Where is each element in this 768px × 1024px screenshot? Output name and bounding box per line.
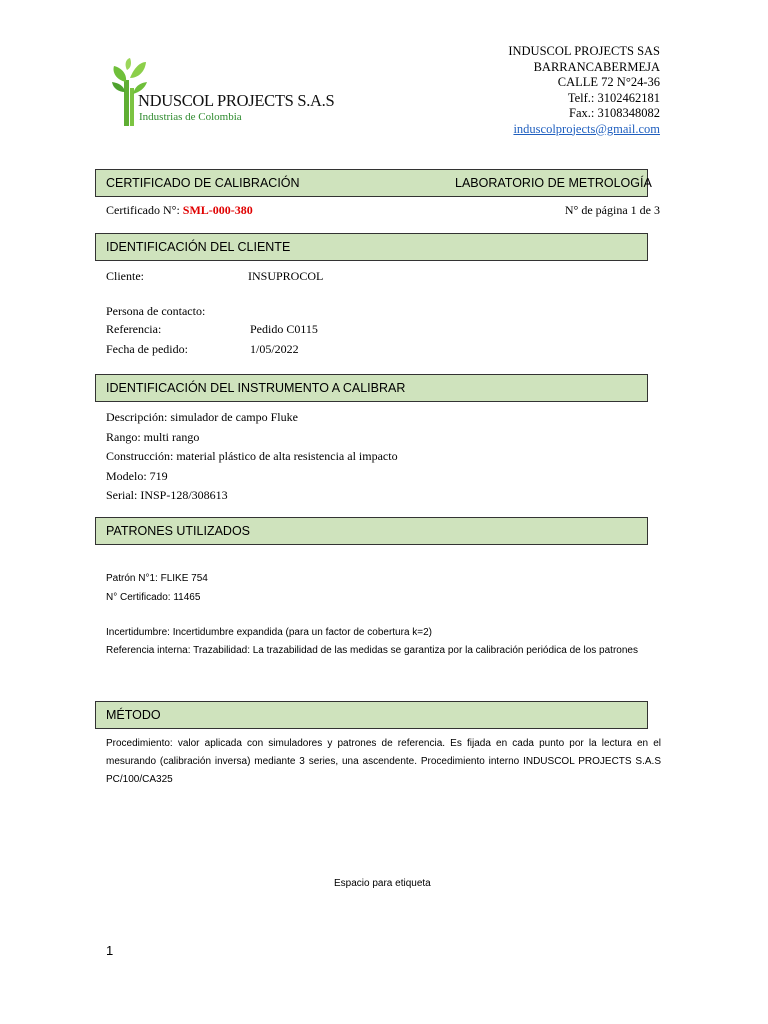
instrument-section-bar — [95, 374, 648, 402]
reference-value: Pedido C0115 — [250, 322, 318, 336]
client-section-title: IDENTIFICACIÓN DEL CLIENTE — [106, 240, 291, 254]
instrument-model: Modelo: 719 — [106, 469, 168, 483]
method-procedure: Procedimiento: valor aplicada con simuladores y patrones de referencia. Es fijada en cada punto por la lectura en el mesurando (calibración inversa) mediante 3 series, una ascendente. Procedimiento interno INDUSCOL PROJECTS S.A.S PC/100/CA325 — [106, 738, 661, 785]
instrument-section-title: IDENTIFICACIÓN DEL INSTRUMENTO A CALIBRAR — [106, 381, 406, 395]
certificate-number-value: SML-000-380 — [182, 203, 253, 217]
certificate-number-label: Certificado N°: — [106, 203, 180, 217]
logo-company-name: NDUSCOL PROJECTS S.A.S — [138, 91, 335, 110]
laboratory-title: LABORATORIO DE METROLOGÍA — [455, 176, 652, 190]
reference-label: Referencia: — [106, 322, 162, 336]
method-section-bar — [95, 701, 648, 729]
order-date-value: 1/05/2022 — [250, 342, 299, 356]
patterns-section-bar — [95, 517, 648, 545]
logo-subtitle: Industrias de Colombia — [139, 111, 242, 123]
company-logo — [110, 58, 360, 130]
company-phone: Telf.: 3102462181 — [567, 90, 660, 105]
pattern-certificate: N° Certificado: 11465 — [106, 592, 201, 603]
client-value: INSUPROCOL — [248, 269, 324, 283]
company-info-block — [508, 44, 660, 137]
pattern-internal-reference: Referencia interna: Trazabilidad: La trazabilidad de las medidas se garantiza por la calibración periódica de los patrones — [106, 645, 638, 656]
company-address: CALLE 72 N°24-36 — [557, 75, 660, 89]
contact-label: Persona de contacto: — [106, 304, 206, 318]
page-number: 1 — [106, 943, 114, 958]
order-date-label: Fecha de pedido: — [106, 342, 188, 356]
pattern-uncertainty: Incertidumbre: Incertidumbre expandida (para un factor de cobertura k=2) — [106, 627, 433, 638]
certificate-title: CERTIFICADO DE CALIBRACIÓN — [106, 176, 300, 190]
client-section-bar — [95, 233, 648, 261]
page-count: N° de página 1 de 3 — [564, 203, 660, 217]
label-space-text: Espacio para etiqueta — [334, 878, 431, 889]
patterns-section-title: PATRONES UTILIZADOS — [106, 524, 251, 538]
company-name: INDUSCOL PROJECTS SAS — [508, 44, 660, 58]
company-fax: Fax.: 3108348082 — [569, 106, 660, 120]
certificate-number-row — [106, 203, 253, 218]
pattern-name: Patrón N°1: FLIKE 754 — [106, 573, 208, 584]
company-city: BARRANCABERMEJA — [533, 59, 660, 74]
method-section-title: MÉTODO — [106, 708, 161, 722]
instrument-range: Rango: multi rango — [106, 430, 200, 444]
certificate-section-bar — [95, 169, 652, 197]
company-email-link[interactable]: induscolprojects@gmail.com — [513, 121, 660, 136]
instrument-construction: Construcción: material plástico de alta resistencia al impacto — [106, 449, 398, 463]
instrument-serial: Serial: INSP-128/308613 — [106, 488, 228, 502]
client-label: Cliente: — [106, 269, 144, 283]
instrument-description: Descripción: simulador de campo Fluke — [106, 410, 298, 424]
